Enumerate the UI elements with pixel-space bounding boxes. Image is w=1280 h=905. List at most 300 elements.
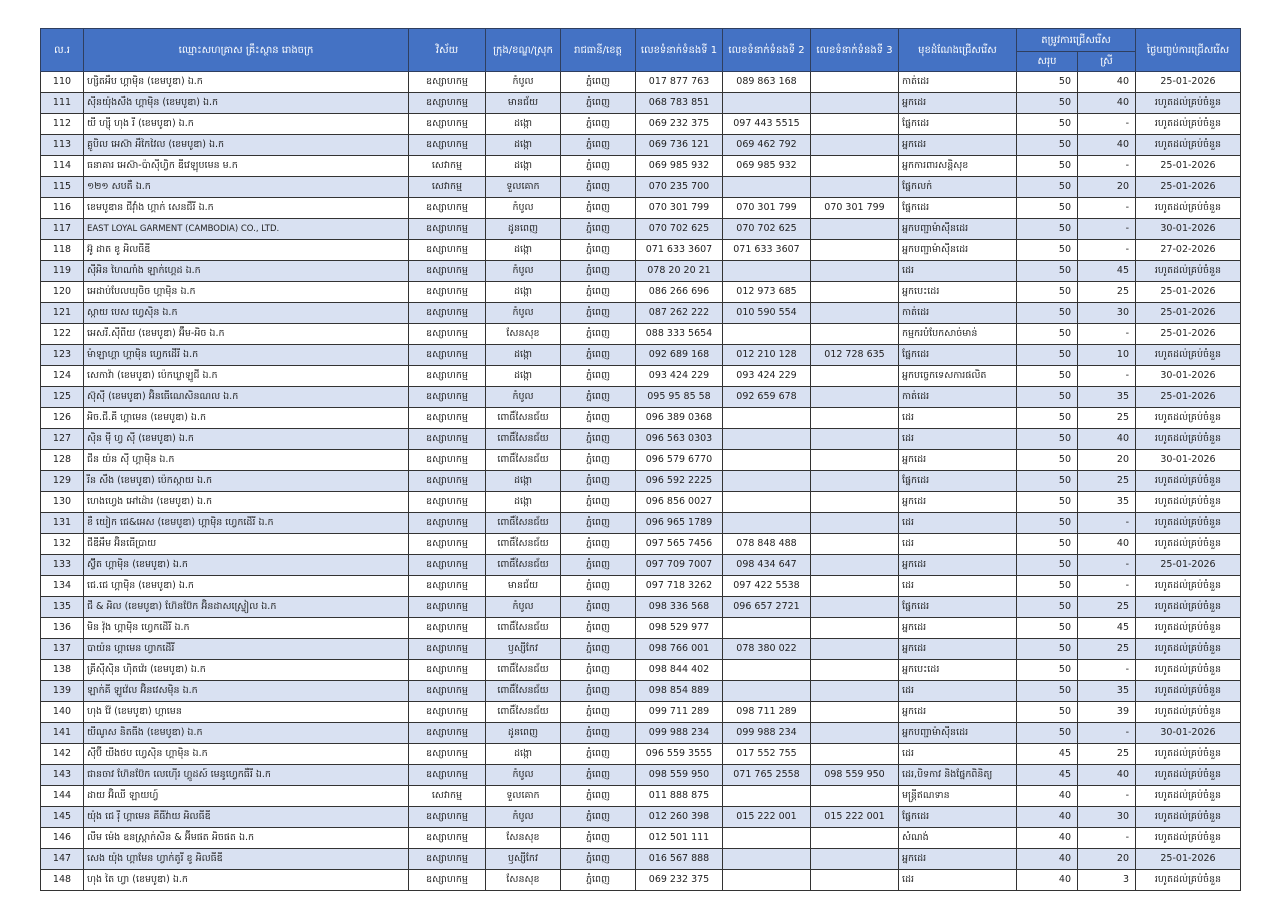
row-female: 40 <box>1078 429 1136 450</box>
row-sector: ឧស្សាហកម្ម <box>409 387 486 408</box>
row-position: អ្នកការពារសន្តិសុខ <box>899 156 1017 177</box>
row-company: លីម ម៉េង ឧនស្ត្រាក់សិន & អ៊ីមផត អិចផត ឯ.ក <box>84 828 409 849</box>
row-sector: ឧស្សាហកម្ម <box>409 366 486 387</box>
row-phone1: 087 262 222 <box>636 303 723 324</box>
row-deadline: រហូតដល់គ្រប់ចំនួន <box>1136 198 1241 219</box>
header-phone1: លេខទំនាក់ទំនងទី 1 <box>636 29 723 72</box>
row-female: 20 <box>1078 849 1136 870</box>
row-position: ផ្នែកដេរ <box>899 597 1017 618</box>
row-no: 132 <box>41 534 84 555</box>
row-position: ដេរ <box>899 261 1017 282</box>
table-row <box>41 555 1241 576</box>
row-deadline: រហូតដល់គ្រប់ចំនួន <box>1136 870 1241 891</box>
header-phone2: លេខទំនាក់ទំនងទី 2 <box>723 29 811 72</box>
row-district: ទួលគោក <box>486 177 561 198</box>
row-sector: ឧស្សាហកម្ម <box>409 681 486 702</box>
row-no: 137 <box>41 639 84 660</box>
row-phone1: 016 567 888 <box>636 849 723 870</box>
table-row <box>41 744 1241 765</box>
row-total: 50 <box>1017 135 1078 156</box>
table-row <box>41 639 1241 660</box>
row-female: 40 <box>1078 135 1136 156</box>
row-phone3 <box>811 744 899 765</box>
row-company: ស៊ីអិន ហៃណាំង ឡាក់ហ្គេដ ឯ.ក <box>84 261 409 282</box>
row-phone1: 069 232 375 <box>636 114 723 135</box>
row-deadline: 30-01-2026 <box>1136 366 1241 387</box>
row-sector: ឧស្សាហកម្ម <box>409 261 486 282</box>
header-province: រាជធានី/ខេត្ត <box>561 29 636 72</box>
row-position: ផ្នែកដេរ <box>899 807 1017 828</box>
row-no: 125 <box>41 387 84 408</box>
row-total: 50 <box>1017 387 1078 408</box>
row-no: 129 <box>41 471 84 492</box>
row-position: អ្នកដេរ <box>899 135 1017 156</box>
table-row <box>41 198 1241 219</box>
row-female: - <box>1078 828 1136 849</box>
row-total: 50 <box>1017 618 1078 639</box>
table-row <box>41 219 1241 240</box>
row-phone2: 098 711 289 <box>723 702 811 723</box>
row-province: ភ្នំពេញ <box>561 786 636 807</box>
row-sector: ឧស្សាហកម្ម <box>409 597 486 618</box>
table-row <box>41 702 1241 723</box>
row-province: ភ្នំពេញ <box>561 597 636 618</box>
row-total: 45 <box>1017 765 1078 786</box>
row-phone3 <box>811 723 899 744</box>
row-company: ដាយ អ៊ិឈី ឡាយហ្វ៍ <box>84 786 409 807</box>
table-row <box>41 723 1241 744</box>
row-female: 10 <box>1078 345 1136 366</box>
row-phone3 <box>811 219 899 240</box>
row-district: ពោធិ៍សែនជ័យ <box>486 555 561 576</box>
row-phone2: 012 973 685 <box>723 282 811 303</box>
row-phone2: 069 462 792 <box>723 135 811 156</box>
row-position: អ្នកដេរ <box>899 639 1017 660</box>
row-company: ខឺ យៀក ជេ&អេស (ខេមបូឌា) ហ្គាម៉ិន ហ្វេកដើរី ឯ.ក <box>84 513 409 534</box>
table-body <box>41 72 1241 891</box>
row-position: មន្ត្រីឥណទាន <box>899 786 1017 807</box>
row-phone3 <box>811 471 899 492</box>
row-company: ជេ.ជេ ហ្គាម៉ិន (ខេមបូឌា) ឯ.ក <box>84 576 409 597</box>
row-phone1: 096 559 3555 <box>636 744 723 765</box>
row-company: EAST LOYAL GARMENT (CAMBODIA) CO., LTD. <box>84 219 409 240</box>
row-sector: ឧស្សាហកម្ម <box>409 618 486 639</box>
row-company: ហេងហ្វេង អៅដ៉ោរ (ខេមបូឌា) ឯ.ក <box>84 492 409 513</box>
row-phone3 <box>811 261 899 282</box>
row-sector: ឧស្សាហកម្ម <box>409 114 486 135</box>
row-total: 50 <box>1017 219 1078 240</box>
row-district: ដូនពេញ <box>486 219 561 240</box>
row-total: 50 <box>1017 261 1078 282</box>
row-province: ភ្នំពេញ <box>561 345 636 366</box>
row-phone2 <box>723 408 811 429</box>
row-phone3 <box>811 786 899 807</box>
row-no: 145 <box>41 807 84 828</box>
row-phone3: 070 301 799 <box>811 198 899 219</box>
row-phone2: 099 988 234 <box>723 723 811 744</box>
row-female: 3 <box>1078 870 1136 891</box>
row-female: - <box>1078 366 1136 387</box>
row-total: 50 <box>1017 240 1078 261</box>
row-phone1: 096 389 0368 <box>636 408 723 429</box>
row-district: ដង្កោ <box>486 345 561 366</box>
row-district: ពោធិ៍សែនជ័យ <box>486 681 561 702</box>
row-province: ភ្នំពេញ <box>561 282 636 303</box>
row-deadline: រហូតដល់គ្រប់ចំនួន <box>1136 492 1241 513</box>
row-phone1: 069 985 932 <box>636 156 723 177</box>
row-deadline: 25-01-2026 <box>1136 303 1241 324</box>
row-deadline: 30-01-2026 <box>1136 450 1241 471</box>
row-no: 147 <box>41 849 84 870</box>
row-district: ពោធិ៍សែនជ័យ <box>486 450 561 471</box>
recruitment-table <box>40 28 1241 891</box>
row-province: ភ្នំពេញ <box>561 408 636 429</box>
row-total: 50 <box>1017 198 1078 219</box>
row-phone1: 071 633 3607 <box>636 240 723 261</box>
row-district: ពោធិ៍សែនជ័យ <box>486 534 561 555</box>
row-company: មិន វ៉ុង ហ្គាម៉ិន ហ្វេកដើរី ឯ.ក <box>84 618 409 639</box>
table-row <box>41 429 1241 450</box>
row-phone3 <box>811 387 899 408</box>
row-phone1: 017 877 763 <box>636 72 723 93</box>
row-district: កំបូល <box>486 597 561 618</box>
row-total: 50 <box>1017 450 1078 471</box>
row-phone1: 078 20 20 21 <box>636 261 723 282</box>
row-deadline: រហូតដល់គ្រប់ចំនួន <box>1136 618 1241 639</box>
row-total: 50 <box>1017 555 1078 576</box>
row-no: 119 <box>41 261 84 282</box>
row-female: 40 <box>1078 765 1136 786</box>
row-no: 136 <box>41 618 84 639</box>
row-position: ដេរ <box>899 681 1017 702</box>
row-total: 50 <box>1017 513 1078 534</box>
row-province: ភ្នំពេញ <box>561 177 636 198</box>
row-no: 110 <box>41 72 84 93</box>
header-district: ក្រុង/ខណ្ឌ/ស្រុក <box>486 29 561 72</box>
row-phone2: 071 633 3607 <box>723 240 811 261</box>
row-deadline: រហូតដល់គ្រប់ចំនួន <box>1136 135 1241 156</box>
row-district: ឫស្សីកែវ <box>486 849 561 870</box>
row-deadline: រហូតដល់គ្រប់ចំនួន <box>1136 681 1241 702</box>
row-company: យី ហ្ស៊ី ហុង រី (ខេមបូឌា) ឯ.ក <box>84 114 409 135</box>
row-phone1: 095 95 85 58 <box>636 387 723 408</box>
row-phone3 <box>811 135 899 156</box>
row-district: មានជ័យ <box>486 93 561 114</box>
row-phone2 <box>723 492 811 513</box>
row-phone2: 078 380 022 <box>723 639 811 660</box>
row-no: 114 <box>41 156 84 177</box>
row-total: 50 <box>1017 345 1078 366</box>
row-sector: ឧស្សាហកម្ម <box>409 429 486 450</box>
row-female: - <box>1078 156 1136 177</box>
row-no: 118 <box>41 240 84 261</box>
header-female: ស្រី <box>1078 52 1136 72</box>
row-female: 39 <box>1078 702 1136 723</box>
row-female: 30 <box>1078 303 1136 324</box>
row-position: សំណង់ <box>899 828 1017 849</box>
row-phone3 <box>811 660 899 681</box>
row-district: កំបូល <box>486 198 561 219</box>
row-female: 45 <box>1078 261 1136 282</box>
row-no: 127 <box>41 429 84 450</box>
row-phone2 <box>723 429 811 450</box>
row-company: អិច.ជី.គី ហ្គាមេន (ខេមបូឌា) ឯ.ក <box>84 408 409 429</box>
row-phone2 <box>723 681 811 702</box>
row-district: ទួលគោក <box>486 786 561 807</box>
row-phone3 <box>811 492 899 513</box>
row-deadline: 30-01-2026 <box>1136 219 1241 240</box>
table-row <box>41 807 1241 828</box>
row-phone1: 012 260 398 <box>636 807 723 828</box>
table-row <box>41 366 1241 387</box>
row-phone3 <box>811 408 899 429</box>
row-position: អ្នកបេះដេរ <box>899 282 1017 303</box>
row-company: ខេមបូឌាន ជីវ៉ាំង ហ្គាក់ សេនជឺរី ឯ.ក <box>84 198 409 219</box>
header-need-group: តម្រូវការជ្រើសរើស <box>1017 29 1136 52</box>
row-district: ដង្កោ <box>486 366 561 387</box>
row-deadline: 25-01-2026 <box>1136 177 1241 198</box>
row-position: កាត់ដេរ <box>899 72 1017 93</box>
row-phone1: 068 783 851 <box>636 93 723 114</box>
row-province: ភ្នំពេញ <box>561 471 636 492</box>
row-phone3 <box>811 429 899 450</box>
row-total: 50 <box>1017 429 1078 450</box>
row-district: ពោធិ៍សែនជ័យ <box>486 513 561 534</box>
row-district: កំបូល <box>486 303 561 324</box>
row-female: - <box>1078 723 1136 744</box>
row-total: 50 <box>1017 303 1078 324</box>
row-company: ហុង តៃ ហ្វា (ខេមបូឌា) ឯ.ក <box>84 870 409 891</box>
row-position: អ្នកដេរ <box>899 849 1017 870</box>
row-company: ហ្សិតអឹប ហ្គាម៉ិន (ខេមបូឌា) ឯ.ក <box>84 72 409 93</box>
row-district: សែនសុខ <box>486 324 561 345</box>
row-phone1: 011 888 875 <box>636 786 723 807</box>
row-sector: ឧស្សាហកម្ម <box>409 744 486 765</box>
row-phone1: 098 844 402 <box>636 660 723 681</box>
row-phone1: 093 424 229 <box>636 366 723 387</box>
row-female: - <box>1078 555 1136 576</box>
row-province: ភ្នំពេញ <box>561 555 636 576</box>
row-deadline: រហូតដល់គ្រប់ចំនួន <box>1136 429 1241 450</box>
table-row <box>41 597 1241 618</box>
row-total: 50 <box>1017 114 1078 135</box>
header-position: មុខដំណែងជ្រើសរើស <box>899 29 1017 72</box>
row-phone2: 092 659 678 <box>723 387 811 408</box>
row-company: ស្កាយ បេស ហ្វេស៊ិន ឯ.ក <box>84 303 409 324</box>
row-province: ភ្នំពេញ <box>561 198 636 219</box>
row-position: អ្នកដេរ <box>899 618 1017 639</box>
row-female: 35 <box>1078 681 1136 702</box>
row-phone3 <box>811 618 899 639</box>
row-district: ពោធិ៍សែនជ័យ <box>486 408 561 429</box>
row-phone2 <box>723 786 811 807</box>
row-sector: ឧស្សាហកម្ម <box>409 282 486 303</box>
row-sector: ឧស្សាហកម្ម <box>409 198 486 219</box>
row-position: អ្នកដេរ <box>899 492 1017 513</box>
row-no: 141 <box>41 723 84 744</box>
row-phone1: 098 766 001 <box>636 639 723 660</box>
row-total: 50 <box>1017 723 1078 744</box>
row-total: 40 <box>1017 870 1078 891</box>
row-sector: ឧស្សាហកម្ម <box>409 219 486 240</box>
row-phone2: 017 552 755 <box>723 744 811 765</box>
table-row <box>41 177 1241 198</box>
row-district: ដង្កោ <box>486 135 561 156</box>
row-position: អ្នកដេរ <box>899 555 1017 576</box>
row-no: 134 <box>41 576 84 597</box>
row-phone3 <box>811 681 899 702</box>
row-company: គ្លូបិល អេស៊ា អឹកៃវៃល (ខេមបូឌា) ឯ.ក <box>84 135 409 156</box>
row-phone2 <box>723 618 811 639</box>
row-company: ឡាក់គី ឡូវ៉េល អ៊ិនវេសម៉ិន ឯ.ក <box>84 681 409 702</box>
row-female: - <box>1078 219 1136 240</box>
row-female: 35 <box>1078 387 1136 408</box>
row-phone2: 097 443 5515 <box>723 114 811 135</box>
header-no: ល.រ <box>41 29 84 72</box>
row-phone2 <box>723 177 811 198</box>
row-district: ពោធិ៍សែនជ័យ <box>486 618 561 639</box>
row-female: 45 <box>1078 618 1136 639</box>
row-phone1: 096 579 6770 <box>636 450 723 471</box>
row-province: ភ្នំពេញ <box>561 219 636 240</box>
row-no: 140 <box>41 702 84 723</box>
row-total: 50 <box>1017 156 1078 177</box>
row-province: ភ្នំពេញ <box>561 156 636 177</box>
row-phone3 <box>811 513 899 534</box>
row-position: ដេរ <box>899 429 1017 450</box>
row-phone3 <box>811 303 899 324</box>
row-company: ស៊ុស៊ី (ខេមបូឌា) អ៊ិនធើណេសិនណល ឯ.ក <box>84 387 409 408</box>
row-province: ភ្នំពេញ <box>561 576 636 597</box>
row-phone2: 070 301 799 <box>723 198 811 219</box>
row-company: ស៊ីប៊ី យីងថប ហ្វេស៊ិន ហ្គាម៉ិន ឯ.ក <box>84 744 409 765</box>
table-row <box>41 849 1241 870</box>
row-district: ពោធិ៍សែនជ័យ <box>486 429 561 450</box>
row-female: - <box>1078 660 1136 681</box>
row-province: ភ្នំពេញ <box>561 849 636 870</box>
header-sector: វិស័យ <box>409 29 486 72</box>
row-province: ភ្នំពេញ <box>561 639 636 660</box>
row-phone3 <box>811 366 899 387</box>
row-district: ដង្កោ <box>486 114 561 135</box>
row-province: ភ្នំពេញ <box>561 429 636 450</box>
row-phone3 <box>811 849 899 870</box>
row-no: 130 <box>41 492 84 513</box>
row-no: 142 <box>41 744 84 765</box>
row-phone2: 071 765 2558 <box>723 765 811 786</box>
row-phone3 <box>811 576 899 597</box>
row-phone3 <box>811 870 899 891</box>
row-sector: ឧស្សាហកម្ម <box>409 828 486 849</box>
row-deadline: រហូតដល់គ្រប់ចំនួន <box>1136 744 1241 765</box>
table-row <box>41 324 1241 345</box>
table-row <box>41 765 1241 786</box>
row-district: ដង្កោ <box>486 744 561 765</box>
row-total: 50 <box>1017 639 1078 660</box>
row-no: 135 <box>41 597 84 618</box>
row-deadline: រហូតដល់គ្រប់ចំនួន <box>1136 114 1241 135</box>
table-row <box>41 345 1241 366</box>
row-phone2: 096 657 2721 <box>723 597 811 618</box>
row-sector: ឧស្សាហកម្ម <box>409 576 486 597</box>
row-total: 40 <box>1017 828 1078 849</box>
row-position: អ្នកដេរ <box>899 450 1017 471</box>
row-position: ដេរ <box>899 534 1017 555</box>
row-no: 143 <box>41 765 84 786</box>
row-female: 35 <box>1078 492 1136 513</box>
row-total: 50 <box>1017 492 1078 513</box>
row-sector: ឧស្សាហកម្ម <box>409 702 486 723</box>
row-sector: ឧស្សាហកម្ម <box>409 345 486 366</box>
table-row <box>41 660 1241 681</box>
row-phone3 <box>811 177 899 198</box>
row-no: 146 <box>41 828 84 849</box>
row-deadline: 25-01-2026 <box>1136 387 1241 408</box>
row-company: ជីឌីអឹម អ៊ិនធើប្រាយ <box>84 534 409 555</box>
row-sector: ឧស្សាហកម្ម <box>409 849 486 870</box>
table-row <box>41 513 1241 534</box>
row-deadline: រហូតដល់គ្រប់ចំនួន <box>1136 408 1241 429</box>
row-company: ធនាគារ អេស៊ា-ប៉ាស៊ីហ្វិក ឌីវេឡុបមេន ម.ក <box>84 156 409 177</box>
row-province: ភ្នំពេញ <box>561 744 636 765</box>
row-phone1: 088 333 5654 <box>636 324 723 345</box>
row-company: បាយ៉ន ហ្គាមេន ហ្វាកដើរី <box>84 639 409 660</box>
row-total: 40 <box>1017 786 1078 807</box>
row-sector: ឧស្សាហកម្ម <box>409 450 486 471</box>
row-sector: ឧស្សាហកម្ម <box>409 303 486 324</box>
row-company: គ្រីស៊ីស៊ិន ហ៊ិតវ៉េរ (ខេមបូឌា) ឯ.ក <box>84 660 409 681</box>
row-company: ជានចាវ ហ៊ែនប៊ែក លេហ៊ើរ ហ្គូដស៍ មេនូហ្វេកធឺរី ឯ.ក <box>84 765 409 786</box>
row-deadline: 25-01-2026 <box>1136 324 1241 345</box>
row-sector: ឧស្សាហកម្ម <box>409 807 486 828</box>
row-total: 50 <box>1017 282 1078 303</box>
row-phone1: 097 718 3262 <box>636 576 723 597</box>
row-phone1: 096 592 2225 <box>636 471 723 492</box>
header-total: សរុប <box>1017 52 1078 72</box>
row-phone1: 096 563 0303 <box>636 429 723 450</box>
row-district: ដង្កោ <box>486 240 561 261</box>
row-deadline: រហូតដល់គ្រប់ចំនួន <box>1136 807 1241 828</box>
table-row <box>41 387 1241 408</box>
row-female: 40 <box>1078 534 1136 555</box>
table-row <box>41 471 1241 492</box>
row-district: កំបូល <box>486 261 561 282</box>
row-no: 133 <box>41 555 84 576</box>
table-row <box>41 870 1241 891</box>
row-phone2: 097 422 5538 <box>723 576 811 597</box>
row-province: ភ្នំពេញ <box>561 240 636 261</box>
row-province: ភ្នំពេញ <box>561 72 636 93</box>
row-position: កាត់ដេរ <box>899 387 1017 408</box>
row-position: ដេរ <box>899 513 1017 534</box>
row-female: 25 <box>1078 744 1136 765</box>
row-no: 124 <box>41 366 84 387</box>
row-province: ភ្នំពេញ <box>561 303 636 324</box>
row-total: 50 <box>1017 660 1078 681</box>
row-phone2: 093 424 229 <box>723 366 811 387</box>
row-no: 113 <box>41 135 84 156</box>
row-female: 40 <box>1078 93 1136 114</box>
row-deadline: 25-01-2026 <box>1136 72 1241 93</box>
row-phone2 <box>723 849 811 870</box>
row-total: 50 <box>1017 702 1078 723</box>
row-no: 116 <box>41 198 84 219</box>
table-row <box>41 576 1241 597</box>
row-position: ផ្នែកដេរ <box>899 471 1017 492</box>
row-position: ដេរ <box>899 870 1017 891</box>
row-deadline: រហូតដល់គ្រប់ចំនួន <box>1136 513 1241 534</box>
table-row <box>41 408 1241 429</box>
